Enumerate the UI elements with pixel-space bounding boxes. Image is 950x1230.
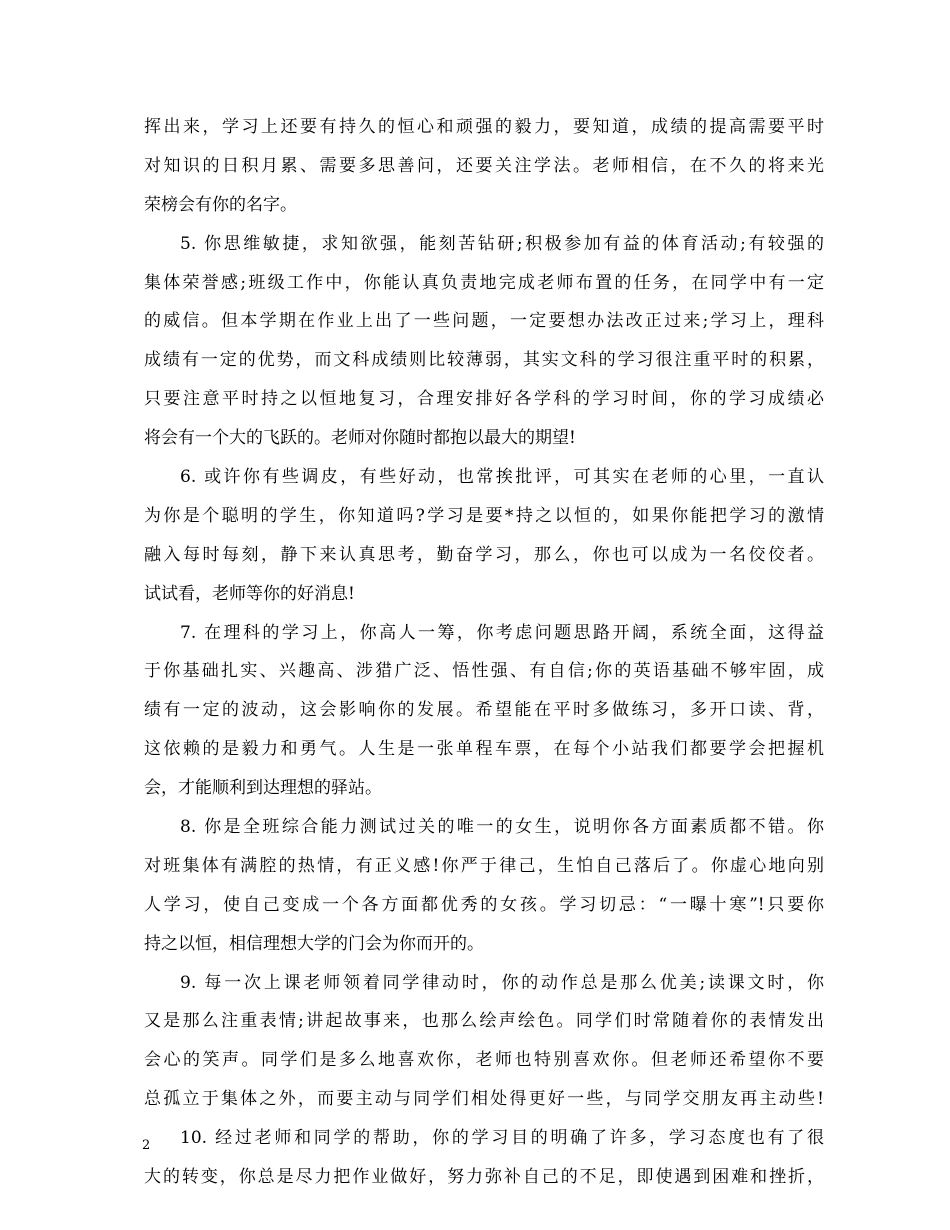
text-line: 6. 或许你有些调皮，有些好动，也常挨批评，可其实在老师的心里，一直认 [180,467,824,488]
text-line: 5. 你思维敏捷，求知欲强，能刻苦钻研;积极参加有益的体育活动;有较强的 [180,233,824,254]
text-line: 又是那么注重表情;讲起故事来，也那么绘声绘色。同学们时常随着你的表情发出 [144,1011,824,1032]
text-line: 人学习，使自己变成一个各方面都优秀的女孩。学习切忌：“一曝十寒”!只要你 [144,894,824,915]
document-body [144,108,824,1197]
text-line: 大的转变，你总是尽力把作业做好，努力弥补自己的不足，即使遇到困难和挫折， [144,1167,824,1188]
text-line: 挥出来，学习上还要有持久的恒心和顽强的毅力，要知道，成绩的提高需要平时 [144,117,824,137]
text-line: 集体荣誉感;班级工作中，你能认真负责地完成老师布置的任务，在同学中有一定 [144,272,824,293]
text-line: 9. 每一次上课老师领着同学律动时，你的动作总是那么优美;读课文时，你 [180,972,824,993]
text-line: 的威信。但本学期在作业上出了一些问题，一定要想办法改正过来;学习上，理科 [144,311,824,332]
text-line: 试试看，老师等你的好消息! [144,583,355,604]
text-line: 会，才能顺利到达理想的驿站。 [144,778,382,799]
text-line: 于你基础扎实、兴趣高、涉猎广泛、悟性强、有自信;你的英语基础不够牢固，成 [144,661,824,682]
text-line: 这依赖的是毅力和勇气。人生是一张单程车票，在每个小站我们都要学会把握机 [144,739,824,760]
text-line: 对知识的日积月累、需要多思善问，还要关注学法。老师相信，在不久的将来光 [144,155,824,176]
text-line: 持之以恒，相信理想大学的门会为你而开的。 [144,933,484,954]
text-line: 8. 你是全班综合能力测试过关的唯一的女生，说明你各方面素质都不错。你 [180,817,824,838]
text-line: 将会有一个大的飞跃的。老师对你随时都抱以最大的期望! [144,428,576,449]
page-number: 2 [142,1138,151,1153]
text-line: 7. 在理科的学习上，你高人一筹，你考虑问题思路开阔，系统全面，这得益 [180,622,824,643]
text-line: 为你是个聪明的学生，你知道吗?学习是要*持之以恒的，如果你能把学习的激情 [144,505,824,526]
text-line: 融入每时每刻，静下来认真思考，勤奋学习，那么，你也可以成为一名佼佼者。 [144,544,824,565]
text-line: 10. 经过老师和同学的帮助，你的学习目的明确了许多，学习态度也有了很 [180,1128,824,1149]
text-line: 绩有一定的波动，这会影响你的发展。希望能在平时多做练习，多开口读、背， [144,700,824,721]
text-line: 只要注意平时持之以恒地复习，合理安排好各学科的学习时间，你的学习成绩必 [144,389,824,410]
text-line: 会心的笑声。同学们是多么地喜欢你，老师也特别喜欢你。但老师还希望你不要 [144,1050,824,1071]
text-line: 成绩有一定的优势，而文科成绩则比较薄弱，其实文科的学习很注重平时的积累， [144,350,824,371]
text-line: 总孤立于集体之外，而要主动与同学们相处得更好一些，与同学交朋友再主动些! [144,1089,824,1110]
text-line: 对班集体有满腔的热情，有正义感!你严于律己，生怕自己落后了。你虚心地向别 [144,855,824,876]
text-line: 荣榜会有你的名字。 [144,194,297,215]
